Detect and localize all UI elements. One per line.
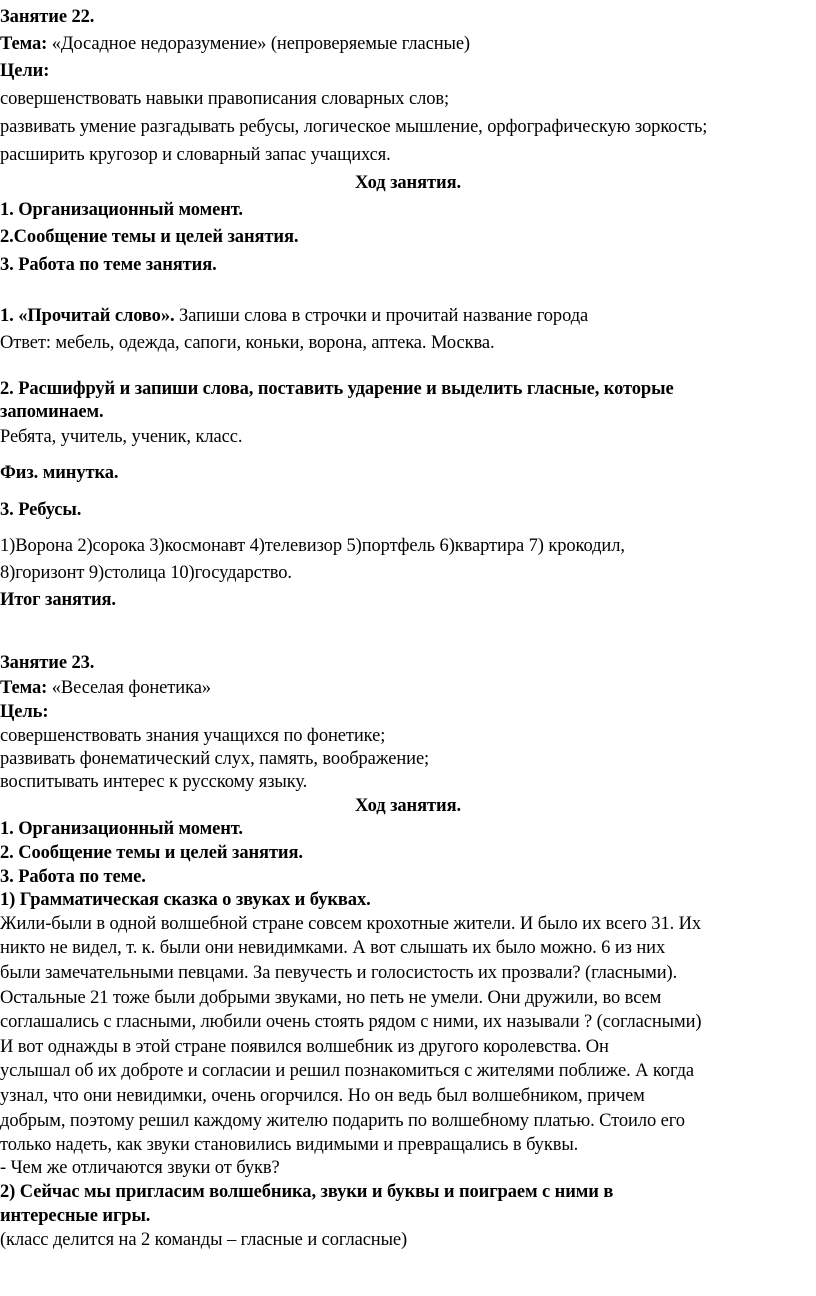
lesson22-rebus-heading: 3. Ребусы. [0,500,82,520]
lesson23-tale-line-1: Жили-были в одной волшебной стране совсем крохотные жители. И было их всего 31. Их [0,914,702,934]
lesson23-game-note: (класс делится на 2 команды – гласные и согласные) [0,1230,408,1250]
lesson23-tale-line-2: никто не видел, т. к. были они невидимками. А вот слышать их было можно. 6 из них [0,938,666,958]
lesson22-goal-1: совершенствовать навыки правописания словарных слов; [0,89,450,109]
lesson23-tale-line-10: только надеть, как звуки становились видимыми и превращались в буквы. [0,1135,579,1155]
lesson23-tale-line-11: - Чем же отличаются звуки от букв? [0,1158,280,1178]
lesson22-task1-answer: Ответ: мебель, одежда, сапоги, коньки, ворона, аптека. Москва. [0,333,495,353]
lesson22-task1-label: 1. «Прочитай слово». [0,306,175,326]
lesson22-goal-3: расширить кругозор и словарный запас учащихся. [0,145,391,165]
lesson22-topic-text: «Досадное недоразумение» (непроверяемые гласные) [47,34,470,54]
lesson22-topic [0,31,470,57]
lesson22-goal-2: развивать умение разгадывать ребусы, логическое мышление, орфографическую зоркость; [0,117,708,137]
lesson22-task1-text: Запиши слова в строчки и прочитай название города [174,306,589,326]
lesson23-game-line2: интересные игры. [0,1206,151,1226]
lesson23-tale-line-6: И вот однажды в этой стране появился волшебник из другого королевства. Он [0,1037,609,1057]
lesson23-title: Занятие 23. [0,653,95,673]
lesson23-tale-line-7: услышал об их доброте и согласии и решил познакомиться с жителями поближе. А когда [0,1061,695,1081]
lesson22-title: Занятие 22. [0,7,95,27]
lesson23-goal-1: совершенствовать знания учащихся по фонетике; [0,726,386,746]
lesson23-tale-line-4: Остальные 21 тоже были добрыми звуками, но петь не умели. Они дружили, во всем [0,988,662,1008]
lesson23-tale-heading: 1) Грамматическая сказка о звуках и буквах. [0,890,371,910]
lesson22-rebus-line2: 8)горизонт 9)столица 10)государство. [0,563,292,583]
lesson22-task2-line1: 2. Расшифруй и запиши слова, поставить ударение и выделить гласные, которые [0,379,674,399]
lesson23-step-3: 3. Работа по теме. [0,867,146,887]
lesson23-goal-label: Цель: [0,702,49,722]
lesson23-topic [0,675,211,701]
lesson23-tale-line-9: добрым, поэтому решил каждому жителю подарить по волшебному платью. Стоило его [0,1111,685,1131]
lesson22-topic-label: Тема: [0,34,48,54]
lesson23-game-line1: 2) Сейчас мы пригласим волшебника, звуки и буквы и поиграем с ними в [0,1182,614,1202]
lesson22-step-1: 1. Организационный момент. [0,200,243,220]
lesson23-tale-line-5: соглашались с гласными, любили очень стоять рядом с ними, их называли ? (согласными) [0,1012,702,1032]
lesson23-topic-text: «Веселая фонетика» [47,678,211,698]
lesson23-topic-label: Тема: [0,678,48,698]
lesson23-goal-2: развивать фонематический слух, память, воображение; [0,749,430,769]
lesson22-rebus-line1: 1)Ворона 2)сорока 3)космонавт 4)телевизор 5)портфель 6)квартира 7) крокодил, [0,536,625,556]
lesson23-goal-3: воспитывать интерес к русскому языку. [0,772,308,792]
lesson22-fizminutka: Физ. минутка. [0,463,119,483]
lesson23-step-1: 1. Организационный момент. [0,819,243,839]
lesson23-tale-line-3: были замечательными певцами. За певучесть и голосистость их прозвали? (гласными). [0,963,678,983]
lesson22-step-3: 3. Работа по теме занятия. [0,255,217,275]
lesson22-task2-line2: запоминаем. [0,402,104,422]
lesson22-task2-words: Ребята, учитель, ученик, класс. [0,427,243,447]
lesson23-step-2: 2. Сообщение темы и целей занятия. [0,843,303,863]
lesson22-step-2: 2.Сообщение темы и целей занятия. [0,227,299,247]
lesson22-goals-label: Цели: [0,61,50,81]
lesson22-course-heading: Ход занятия. [354,173,462,193]
lesson22-task1 [0,303,588,329]
lesson23-tale-line-8: узнал, что они невидимки, очень огорчился. Но он ведь был волшебником, причем [0,1086,645,1106]
lesson23-course-heading: Ход занятия. [354,796,462,816]
lesson22-summary: Итог занятия. [0,590,116,610]
